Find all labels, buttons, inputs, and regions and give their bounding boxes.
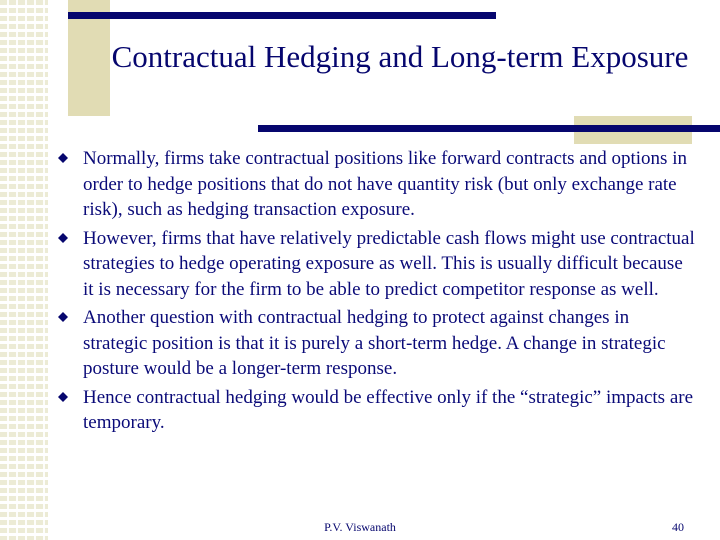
bullet-item	[58, 385, 698, 436]
slide-title: Contractual Hedging and Long-term Exposure	[111, 39, 689, 74]
bullet-text: However, firms that have relatively predictable cash flows might use contractual strategies to hedge operating exposure as well. This is usually difficult because it is necessary for the firm to be able to predict competitor response as well.	[83, 227, 695, 300]
bullet-item	[58, 305, 698, 382]
bullet-list	[58, 146, 698, 439]
footer-author: P.V. Viswanath	[324, 520, 396, 534]
decorative-title-underline	[258, 125, 720, 132]
diamond-bullet-icon	[58, 392, 68, 402]
bullet-item	[58, 226, 698, 303]
decorative-stripes	[0, 0, 48, 540]
bullet-text: Another question with contractual hedging to protect against changes in strategic position is that it is purely a short-term hedge. A change in strategic posture would be a longer-term response.	[83, 307, 666, 379]
diamond-bullet-icon	[58, 153, 68, 163]
page-number: 40	[672, 520, 684, 534]
bullet-item	[58, 146, 698, 223]
bullet-text: Normally, firms take contractual positions like forward contracts and options in order to hedge positions that do not have quantity risk (but only exchange rate risk), such as hedging transaction exposure.	[83, 148, 687, 220]
bullet-text: Hence contractual hedging would be effective only if the “strategic” impacts are temporary.	[83, 386, 694, 433]
diamond-bullet-icon	[58, 233, 68, 243]
diamond-bullet-icon	[58, 312, 68, 322]
decorative-top-bar	[68, 12, 496, 19]
